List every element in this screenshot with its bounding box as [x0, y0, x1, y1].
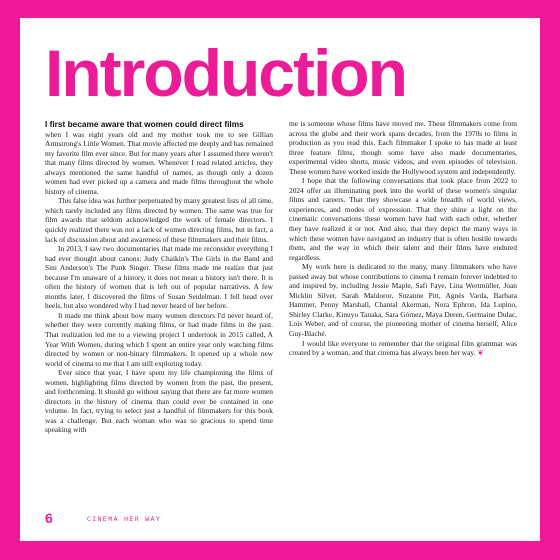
end-mark-icon: ❦ — [477, 348, 484, 358]
body-text — [45, 119, 517, 503]
paragraph — [289, 339, 517, 358]
paragraph: Ever since that year, I have spent my life championing the films of women, highlighting films directed by women from the past, the present, and forthcoming. It should go without saying that there are far more women directors in the history of cinema than could ever be contained in one volume. In fact, trying to select just a handful of filmmakers for this book was a challenge. But each woman who was so gracious to spend time speaking with — [45, 368, 273, 435]
paragraph-text: when I was eight years old and my mother took me to see Gillian Armstrong's Little Women. That movie affected me deeply and has remained my favorite film ever since. But for many years after I assumed there weren't that many films directed by women. Whenever I read related articles, they always mentioned the same handful of names, as though only a dozen women had ever picked up a camera and made films throughout the whole history of cinema. — [45, 129, 273, 196]
paragraph: me is someone whose films have moved me. These filmmakers come from across the globe and their work spans decades, from the 1970s to films in production as you read this. Each filmmaker I spoke to has made at least three feature films, though some have also made documentaries, experimental video shorts, music videos, and even episodes of television. These women have worked inside the Hollywood system and independently. — [289, 119, 517, 176]
paragraph: This false idea was further perpetuated by many greatest lists of all time, which rarely included any films directed by women. The same was true for film awards that seldom acknowledged the work of female directors. I quickly realized there was not a lack of women directing films, but in fact, a lack of discussion about and awareness of these filmmakers and their films. — [45, 196, 273, 244]
paragraph: My work here is dedicated to the many, many filmmakers who have passed away but whose contributions to cinema I remain forever indebted to and inspired by, including Jessie Maple, Safi Faye, Lina Wertmüller, Joan Micklin Silver, Sarah Maldoror, Suzanne Pitt, Agnès Varda, Barbara Hammer, Penny Marshall, Chantal Akerman, Nora Ephron, Ida Lupino, Shirley Clarke, Kinuyo Tanaka, Sara Gómez, Maya Deren, Germaine Dulac, Lois Weber, and of course, the pioneering mother of cinema herself, Alice Guy-Blaché. — [289, 262, 517, 339]
paragraph: In 2013, I saw two documentaries that made me reconsider everything I had ever thought about canons: Judy Chaikin's The Girls in the Band and Sini Anderson's The Punk Singer. These films made me realize that just because I'm unaware of a history, it does not mean a history isn't there. It is often the history of women that is left out of popular narratives. A few months later, I discovered the films of Susan Seidelman. I fell head over heels, but also wondered why I had never heard of her before. — [45, 244, 273, 311]
lead-in-heading: I first became aware that women could direct films — [45, 119, 244, 129]
page-number: 6 — [45, 510, 53, 526]
column-left — [45, 119, 273, 503]
paragraph: I hope that the following conversations that took place from 2022 to 2024 offer an illuminating peek into the world of these women's singular films and careers. That they showcase a wide breadth of world views, experiences, and modes of expression. That they shine a light on the cinematic conversations these women have had with each other, whether they have realized it or not. And also, that they depict the many ways in which these women have navigated an industry that is often hostile towards them, and the way in which their talent and their films have endured regardless. — [289, 176, 517, 262]
running-title: CINEMA HER WAY — [87, 516, 162, 523]
paragraph-text: I would like everyone to remember that the original film grammar was created by a woman, and that cinema has always been her way. — [289, 338, 517, 358]
page-title: Introduction — [45, 36, 406, 110]
paragraph: It made me think about how many women directors I'd never heard of, whether they were currently making films, or had made films in the past. That realization led me to a viewing project I undertook in 2015 called, A Year With Women, during which I spent an entire year only watching films directed by women or non-binary filmmakers. It opened up a whole new world of cinema to me that I am still exploring today. — [45, 310, 273, 368]
column-right — [289, 119, 517, 503]
paragraph — [45, 119, 273, 196]
